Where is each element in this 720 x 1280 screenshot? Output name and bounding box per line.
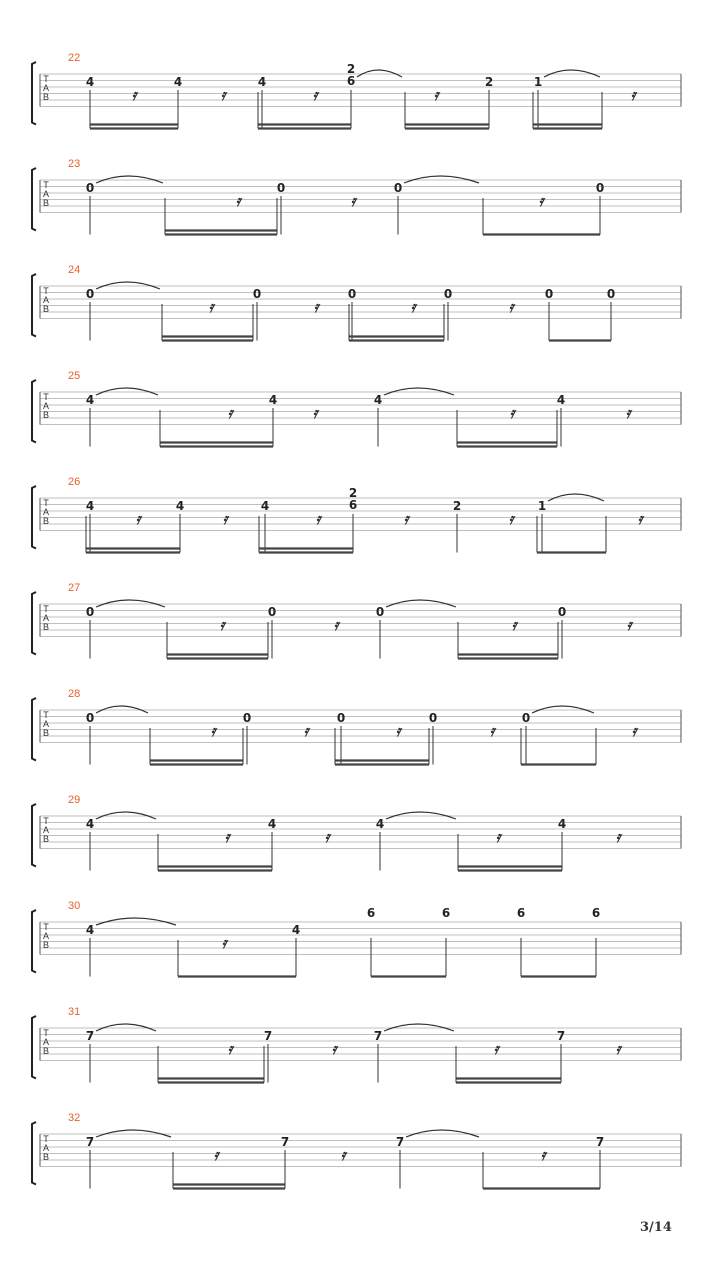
fret-number: 7 — [373, 1029, 383, 1043]
measure-number: 28 — [68, 688, 81, 700]
rest-symbol: 𝄿 — [224, 828, 230, 846]
fret-number: 7 — [85, 1135, 95, 1149]
measure-number: 24 — [68, 264, 81, 276]
system-bracket — [32, 910, 36, 973]
system-bracket — [32, 486, 36, 549]
rest-symbol: 𝄿 — [312, 404, 318, 422]
fret-number: 4 — [85, 923, 95, 937]
tab-clef-letter: T — [43, 180, 49, 190]
tab-clef-letter: A — [42, 931, 50, 941]
fret-number: 6 — [591, 906, 601, 920]
fret-number: 7 — [556, 1029, 566, 1043]
tab-clef-letter: B — [42, 410, 50, 420]
fret-number: 4 — [257, 75, 267, 89]
rest-symbol: 𝄿 — [630, 86, 636, 104]
tab-clef-letter: A — [42, 507, 50, 517]
fret-number: 4 — [291, 923, 301, 937]
fret-number: 4 — [175, 499, 185, 513]
fret-number: 0 — [85, 711, 95, 725]
rest-symbol: 𝄿 — [615, 1040, 621, 1058]
fret-number: 0 — [606, 287, 616, 301]
fret-number: 0 — [595, 181, 605, 195]
fret-number: 6 — [346, 74, 356, 88]
fret-number: 2 — [348, 486, 358, 500]
fret-number: 4 — [268, 393, 278, 407]
fret-number: 4 — [556, 393, 566, 407]
rest-symbol: 𝄿 — [221, 934, 227, 952]
rest-symbol: 𝄿 — [333, 616, 339, 634]
measure-number: 26 — [68, 476, 81, 488]
tab-clef-letter: B — [42, 728, 50, 738]
tab-clef-letter: B — [42, 1046, 50, 1056]
fret-number: 6 — [366, 906, 376, 920]
fret-number: 0 — [85, 605, 95, 619]
fret-number: 0 — [393, 181, 403, 195]
fret-number: 4 — [85, 817, 95, 831]
fret-number: 4 — [173, 75, 183, 89]
rest-symbol: 𝄿 — [403, 510, 409, 528]
measure-number: 32 — [68, 1112, 81, 1124]
fret-number: 0 — [242, 711, 252, 725]
tab-clef-letter: B — [42, 622, 50, 632]
measure-number: 31 — [68, 1006, 81, 1018]
rest-symbol: 𝄿 — [433, 86, 439, 104]
system-bracket — [32, 62, 36, 125]
system-bracket — [32, 698, 36, 761]
tab-clef-letter: A — [42, 825, 50, 835]
rest-symbol: 𝄿 — [135, 510, 141, 528]
tab-clef-letter: T — [43, 286, 49, 296]
rest-symbol: 𝄿 — [315, 510, 321, 528]
tab-clef-letter: T — [43, 604, 49, 614]
fret-number: 0 — [252, 287, 262, 301]
rest-symbol: 𝄿 — [210, 722, 216, 740]
fret-number: 6 — [348, 498, 358, 512]
system-bracket — [32, 380, 36, 443]
rest-symbol: 𝄿 — [219, 616, 225, 634]
rest-symbol: 𝄿 — [410, 298, 416, 316]
fret-number: 4 — [85, 393, 95, 407]
rest-symbol: 𝄿 — [303, 722, 309, 740]
system-bracket — [32, 804, 36, 867]
fret-number: 7 — [85, 1029, 95, 1043]
system-bracket — [32, 592, 36, 655]
rest-symbol: 𝄿 — [508, 510, 514, 528]
fret-number: 2 — [484, 75, 494, 89]
fret-number: 0 — [544, 287, 554, 301]
rest-symbol: 𝄿 — [340, 1146, 346, 1164]
tab-clef-letter: A — [42, 295, 50, 305]
rest-symbol: 𝄿 — [222, 510, 228, 528]
tab-clef-letter: A — [42, 719, 50, 729]
rest-symbol: 𝄿 — [495, 828, 501, 846]
fret-number: 0 — [267, 605, 277, 619]
tab-clef-letter: B — [42, 516, 50, 526]
rest-symbol: 𝄿 — [538, 192, 544, 210]
system-bracket — [32, 274, 36, 337]
rest-symbol: 𝄿 — [395, 722, 401, 740]
fret-number: 0 — [85, 181, 95, 195]
fret-number: 4 — [557, 817, 567, 831]
measure-number: 29 — [68, 794, 81, 806]
fret-number: 0 — [428, 711, 438, 725]
tab-clef-letter: A — [42, 613, 50, 623]
tab-clef-letter: B — [42, 1152, 50, 1162]
rest-symbol: 𝄿 — [350, 192, 356, 210]
tab-clef-letter: T — [43, 922, 49, 932]
fret-number: 0 — [443, 287, 453, 301]
fret-number: 7 — [595, 1135, 605, 1149]
tab-clef-letter: A — [42, 1037, 50, 1047]
fret-number: 6 — [516, 906, 526, 920]
fret-number: 6 — [441, 906, 451, 920]
rest-symbol: 𝄿 — [131, 86, 137, 104]
tab-clef-letter: A — [42, 189, 50, 199]
rest-symbol: 𝄿 — [637, 510, 643, 528]
rest-symbol: 𝄿 — [331, 1040, 337, 1058]
tab-clef-letter: T — [43, 74, 49, 84]
rest-symbol: 𝄿 — [220, 86, 226, 104]
fret-number: 4 — [267, 817, 277, 831]
rest-symbol: 𝄿 — [631, 722, 637, 740]
system-bracket — [32, 1016, 36, 1079]
rest-symbol: 𝄿 — [313, 298, 319, 316]
fret-number: 4 — [260, 499, 270, 513]
fret-number: 7 — [263, 1029, 273, 1043]
fret-number: 0 — [276, 181, 286, 195]
tab-clef-letter: B — [42, 92, 50, 102]
rest-symbol: 𝄿 — [208, 298, 214, 316]
rest-symbol: 𝄿 — [508, 298, 514, 316]
tab-clef-letter: T — [43, 1134, 49, 1144]
tab-clef-letter: T — [43, 710, 49, 720]
rest-symbol: 𝄿 — [227, 404, 233, 422]
fret-number: 0 — [336, 711, 346, 725]
tab-clef-letter: A — [42, 1143, 50, 1153]
tab-clef-letter: T — [43, 498, 49, 508]
rest-symbol: 𝄿 — [626, 616, 632, 634]
rest-symbol: 𝄿 — [625, 404, 631, 422]
tab-clef-letter: A — [42, 83, 50, 93]
rest-symbol: 𝄿 — [540, 1146, 546, 1164]
rest-symbol: 𝄿 — [227, 1040, 233, 1058]
rest-symbol: 𝄿 — [511, 616, 517, 634]
fret-number: 2 — [452, 499, 462, 513]
measure-number: 25 — [68, 370, 81, 382]
measure-number: 27 — [68, 582, 81, 594]
fret-number: 0 — [521, 711, 531, 725]
rest-symbol: 𝄿 — [235, 192, 241, 210]
tab-clef-letter: T — [43, 392, 49, 402]
system-bracket — [32, 1122, 36, 1185]
fret-number: 4 — [85, 75, 95, 89]
rest-symbol: 𝄿 — [509, 404, 515, 422]
rest-symbol: 𝄿 — [489, 722, 495, 740]
tab-clef-letter: T — [43, 1028, 49, 1038]
rest-symbol: 𝄿 — [615, 828, 621, 846]
system-bracket — [32, 168, 36, 231]
measure-number: 30 — [68, 900, 81, 912]
tab-clef-letter: T — [43, 816, 49, 826]
fret-number: 1 — [537, 499, 547, 513]
tab-clef-letter: A — [42, 401, 50, 411]
fret-number: 0 — [375, 605, 385, 619]
fret-number: 2 — [346, 62, 356, 76]
page-number: 3/14 — [640, 1220, 672, 1235]
rest-symbol: 𝄿 — [324, 828, 330, 846]
fret-number: 7 — [395, 1135, 405, 1149]
fret-number: 0 — [557, 605, 567, 619]
tab-clef-letter: B — [42, 940, 50, 950]
fret-number: 0 — [347, 287, 357, 301]
fret-number: 1 — [533, 75, 543, 89]
measure-number: 23 — [68, 158, 81, 170]
tab-clef-letter: B — [42, 304, 50, 314]
rest-symbol: 𝄿 — [312, 86, 318, 104]
fret-number: 4 — [373, 393, 383, 407]
measure-number: 22 — [68, 52, 81, 64]
fret-number: 0 — [85, 287, 95, 301]
tab-clef-letter: B — [42, 198, 50, 208]
tab-clef-letter: B — [42, 834, 50, 844]
rest-symbol: 𝄿 — [213, 1146, 219, 1164]
fret-number: 7 — [280, 1135, 290, 1149]
fret-number: 4 — [375, 817, 385, 831]
rest-symbol: 𝄿 — [493, 1040, 499, 1058]
fret-number: 4 — [85, 499, 95, 513]
